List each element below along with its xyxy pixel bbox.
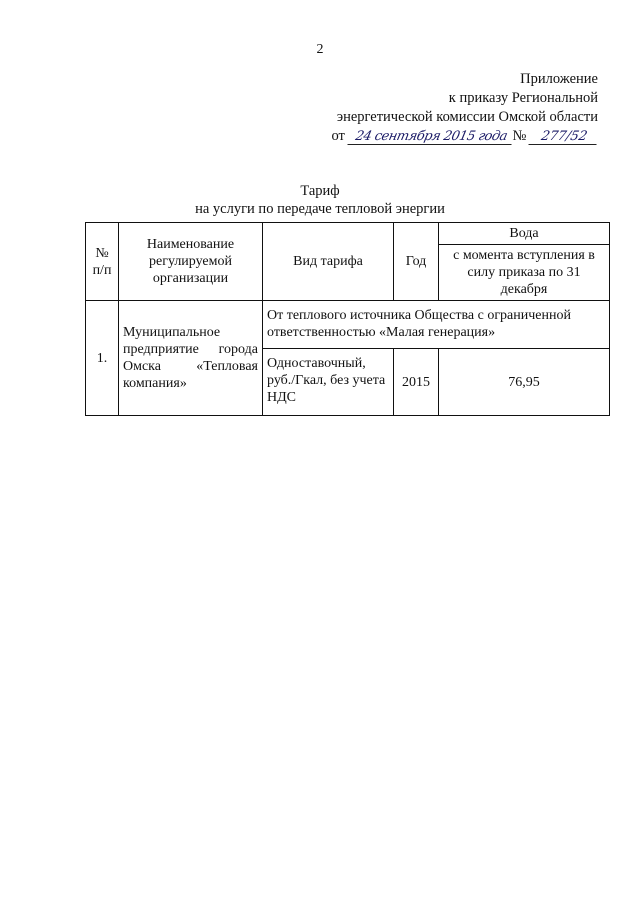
row-number: 1. [86,301,119,416]
table-header-row [86,223,610,245]
title-line-2: на услуги по передаче тепловой энергии [195,201,445,217]
order-line [332,127,599,146]
appendix-line-3: энергетической комиссии Омской области [336,109,598,125]
order-number-handwritten: 277/52 [528,130,599,145]
header-year: Год [394,223,439,301]
appendix-header [332,70,599,146]
tariff-table [85,222,610,416]
order-prefix: от [331,128,345,144]
order-date-handwritten: 24 сентября 2015 года [347,130,514,145]
document-title [0,182,640,218]
header-water: Вода [439,223,610,245]
order-number-label: № [512,128,527,144]
table-row [86,301,610,349]
header-tariff-type: Вид тарифа [263,223,394,301]
title-line-1: Тариф [300,183,340,199]
header-period: с момента вступления в силу приказа по 31 декабря [439,245,610,301]
appendix-line-1: Приложение [520,71,598,87]
appendix-line-2: к приказу Региональной [448,90,598,106]
row-heat-source: От теплового источника Общества с ограниченной ответственностью «Малая генерация» [263,301,610,349]
row-tariff-type: Одноставочный, руб./Гкал, без учета НДС [263,349,394,416]
row-organization-name: Муниципальное предприятие города Омска «Тепловая компания» [119,301,263,416]
header-number: № п/п [86,223,119,301]
row-tariff-value: 76,95 [439,349,610,416]
page-number: 2 [316,42,324,57]
row-year: 2015 [394,349,439,416]
header-organization-name: Наименование регулируемой организации [119,223,263,301]
